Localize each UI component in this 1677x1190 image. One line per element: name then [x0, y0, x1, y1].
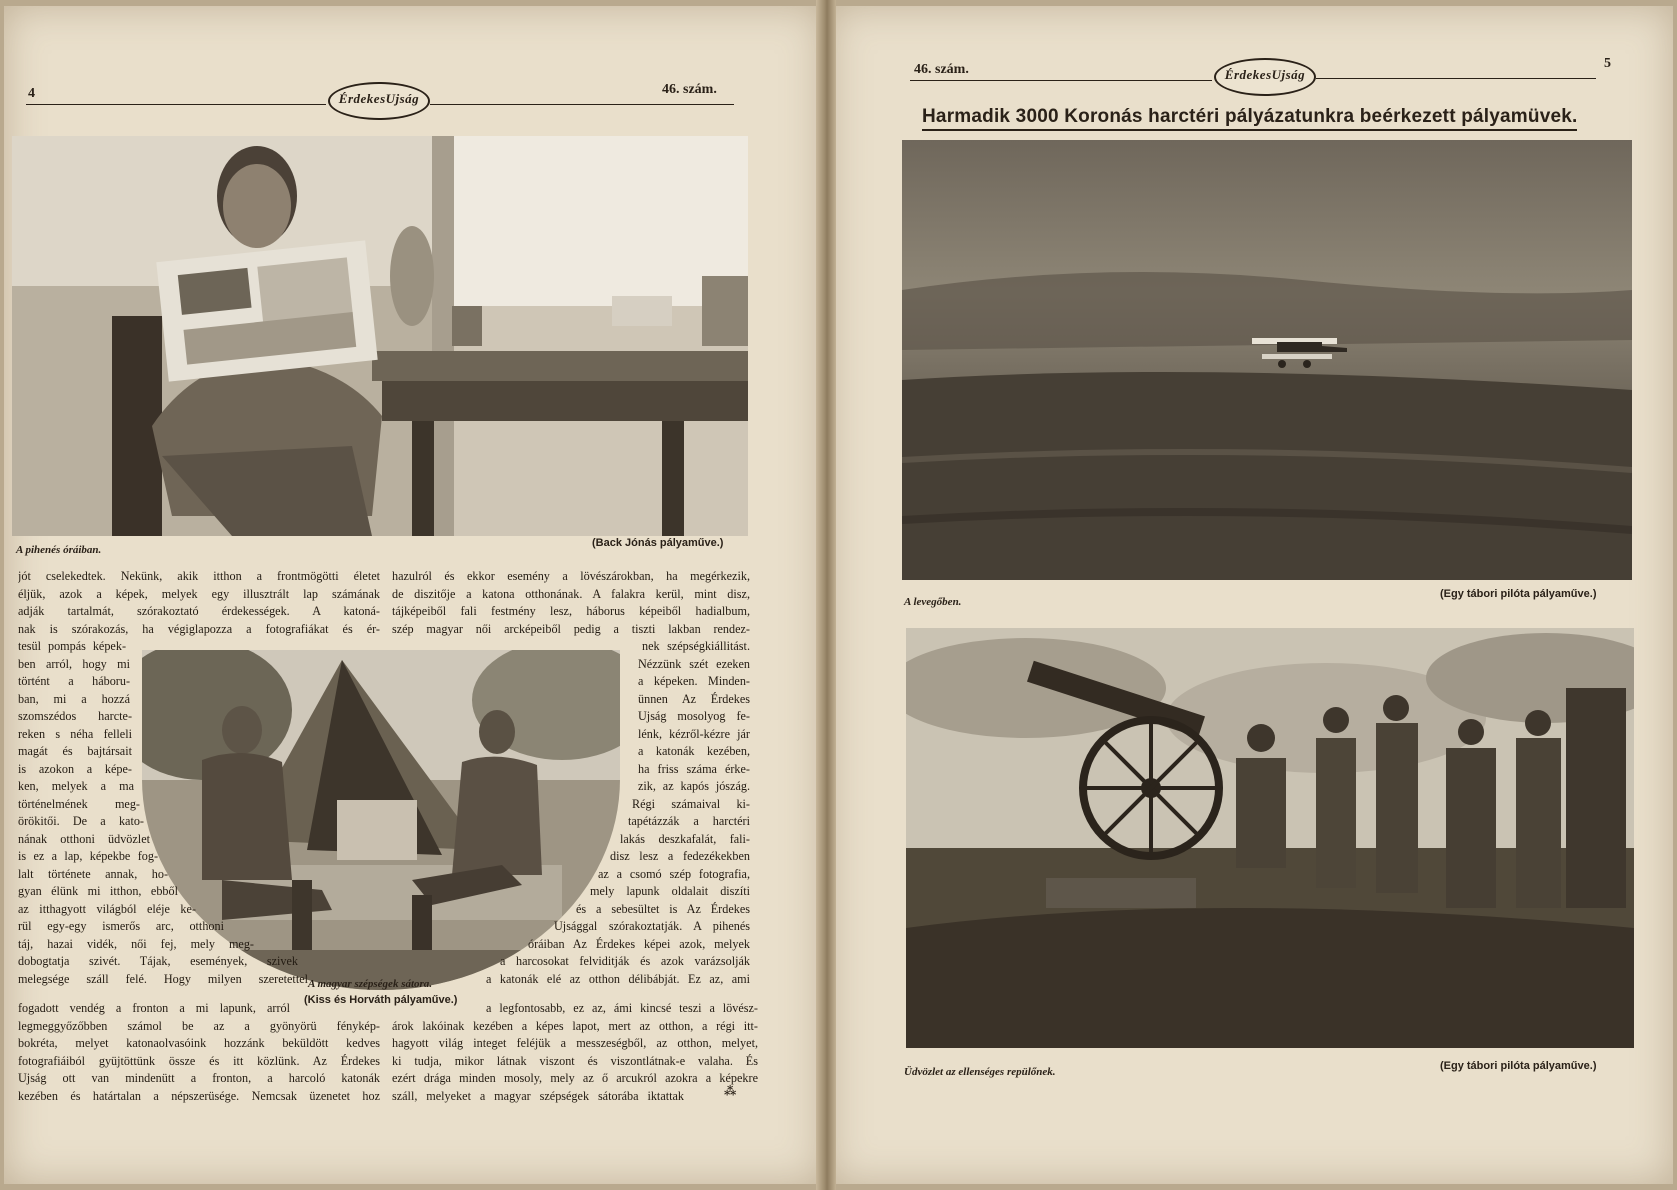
page-number-right: 5	[1604, 56, 1611, 71]
photo-resting-officer	[12, 136, 748, 536]
text-line: legmeggyőzőbben számol be az a gyönyörü fénykép-	[18, 1018, 380, 1033]
text-line: szomszédos harcte-	[18, 709, 132, 723]
text-line: óráiban Az Érdekes képei azok, melyek	[528, 936, 750, 951]
text-line: Ujság mosolyog fe-	[638, 709, 750, 723]
logo-right: ÉrdekesUjság	[1214, 58, 1316, 96]
photo-cannon	[906, 628, 1634, 1048]
text-line: mely lapunk oldalait diszíti	[590, 884, 750, 898]
text-line: ünnen Az Érdekes	[638, 691, 750, 706]
page-number-left: 4	[28, 86, 35, 101]
text-line: a legfontosabb, ez az, ámi kincsé teszi a lövész-	[486, 1001, 758, 1015]
text-line: és a sebesültet is Az Érdekes	[576, 901, 750, 916]
credit-photo-tent: (Kiss és Horváth pályaműve.)	[304, 994, 458, 1006]
article-column2-wrap	[452, 638, 750, 988]
credit-photo-airplane: (Egy tábori pilóta pályaműve.)	[1440, 588, 1597, 600]
text-line: Ujság ott van mindenütt a fronton, a harcoló katonák	[18, 1071, 380, 1085]
text-line: fogadott vendég a fronton a mi lapunk, arról	[18, 1001, 290, 1015]
text-line: ben arról, hogy mi	[18, 656, 130, 671]
text-line: rül egy-egy ismerős arc, otthoni	[18, 919, 224, 933]
text-line: árok lakóinak kezében a képes lapot, mert az otthon, a régi itt-	[392, 1018, 758, 1033]
text-line: az a csomó szép fotografia,	[598, 866, 750, 881]
text-line: zik, az kapós jószág.	[638, 779, 750, 793]
text-line: lakás deszkafalát, fali-	[620, 831, 750, 846]
credit-photo-cannon: (Egy tábori pilóta pályaműve.)	[1440, 1060, 1597, 1072]
text-line: Nézzünk szét ezeken	[638, 656, 750, 671]
text-line: táj, hazai vidék, női fej, mely meg-	[18, 936, 254, 951]
text-line: is ez a lap, képekbe fog-	[18, 849, 158, 863]
caption-photo-cannon: Üdvözlet az ellenséges repülőnek.	[904, 1066, 1056, 1078]
text-line: ha friss száma érke-	[638, 761, 750, 776]
text-line: ban, mi a hozzá	[18, 691, 130, 706]
text-line: jót cselekedtek. Nekünk, akik itthon a frontmögötti életet	[18, 569, 380, 583]
text-line: a katonák elé az otthon délibábját. Ez az, ami	[486, 971, 750, 986]
text-line: kezében és határtalan a népszerüsége. Nemcsak üzenetet hoz	[18, 1088, 380, 1103]
text-line: nak is szórakozás, ha végiglapozza a fotografiákat és ér-	[18, 621, 380, 636]
book-gutter	[816, 0, 836, 1190]
text-line: is azokon a képe-	[18, 761, 132, 776]
contest-headline: Harmadik 3000 Koronás harctéri pályázatunkra beérkezett pályamüvek.	[922, 106, 1577, 131]
text-line: történelmének meg-	[18, 796, 140, 811]
text-line: nának otthoni üdvözlet	[18, 831, 150, 846]
text-line: hazulról és ekkor esemény a lövészárokban, ha megérkezik,	[392, 569, 750, 583]
text-line: történt a háboru-	[18, 674, 130, 688]
text-line: Régi számaival ki-	[632, 796, 750, 811]
article-column1-wrap	[18, 638, 478, 988]
text-line: az itthagyott világból eléje ke-	[18, 901, 196, 916]
article-column2-bottom	[392, 1000, 758, 1105]
caption-photo-tent: A magyar szépségek sátora.	[308, 978, 433, 990]
text-line: tapétázzák a harctéri	[628, 814, 750, 828]
photo-resting-officer-image	[12, 136, 748, 536]
text-line: bokréta, melyet katonaolvasóink hozzánk beküldött kedves	[18, 1036, 380, 1050]
photo-airplane	[902, 140, 1632, 580]
article-column2-top	[392, 568, 750, 638]
text-line: a harcosokat felviditják és azok varázsolják	[500, 954, 750, 968]
issue-number-left: 46. szám.	[662, 82, 717, 97]
text-line: lénk, kézről-kézre jár	[638, 726, 750, 741]
text-line: ki tudja, mikor látnak viszont és viszontlátnak-e valaha. És	[392, 1053, 758, 1068]
photo-airplane-image	[902, 140, 1632, 580]
text-line: hagyott világ integet feléjük a messzeségből, az otthon, melyet,	[392, 1036, 758, 1050]
text-line: fotografiáiból gyüjtöttünk össze és itt közlünk. Az Érdekes	[18, 1053, 380, 1068]
text-line: ezért drága minden mosoly, mely az ő arcukról azokra a képekre	[392, 1071, 758, 1085]
credit-photo-resting: (Back Jónás pályaműve.)	[592, 537, 724, 549]
text-line: de diszitője a katona otthonának. A falakra kerül, mint disz,	[392, 586, 750, 601]
caption-photo-resting: A pihenés óráiban.	[16, 544, 102, 556]
header-rule-left-b	[430, 104, 734, 105]
text-line: adják tartalmát, szórakoztató érdekességek. A katoná-	[18, 604, 380, 618]
text-line: Ujsággal szórakoztatják. A pihenés	[554, 919, 750, 933]
text-line: éljük, azok a képek, melyek egy illusztrált lap számának	[18, 586, 380, 601]
text-line: a katonák kezében,	[638, 744, 750, 758]
text-line: reken s néha felleli	[18, 726, 132, 741]
text-line: tájképeiből fali festmény lesz, háborus képeiből hadialbum,	[392, 604, 750, 618]
logo-left: ÉrdekesUjság	[328, 82, 430, 120]
text-line: ken, melyek a ma	[18, 779, 134, 793]
text-line: lalt története annak, ho-	[18, 866, 168, 881]
text-line: disz lesz a fedezékekben	[610, 849, 750, 863]
article-column1-bottom	[18, 1000, 380, 1105]
header-rule-right-a	[910, 80, 1212, 81]
text-line: örökitői. De a kato-	[18, 814, 144, 828]
header-rule-right-b	[1316, 78, 1596, 79]
end-ornament: ⁂	[724, 1084, 737, 1098]
issue-number-right: 46. szám.	[914, 62, 969, 77]
header-rule-left-a	[26, 104, 326, 105]
article-column1-top	[18, 568, 380, 638]
text-line: szép magyar női arcképeiből pedig a tiszti lakban rendez-	[392, 621, 750, 636]
text-line: a képeken. Minden-	[638, 674, 750, 688]
photo-cannon-image	[906, 628, 1634, 1048]
text-line: tesül pompás képek-	[18, 639, 126, 653]
text-line: nek szépségkiállitást.	[642, 639, 750, 653]
text-line: dobogtatja szivét. Tájak, események, szivek	[18, 954, 298, 968]
caption-photo-airplane: A levegőben.	[904, 596, 962, 608]
text-line: száll, melyeket a magyar szépségek sátorába iktattak	[392, 1088, 684, 1103]
text-line: melegsége száll felé. Hogy milyen szeretettel	[18, 971, 308, 986]
text-line: magát és bajtársait	[18, 744, 132, 758]
text-line: gyan élünk mi itthon, ebből	[18, 884, 178, 898]
